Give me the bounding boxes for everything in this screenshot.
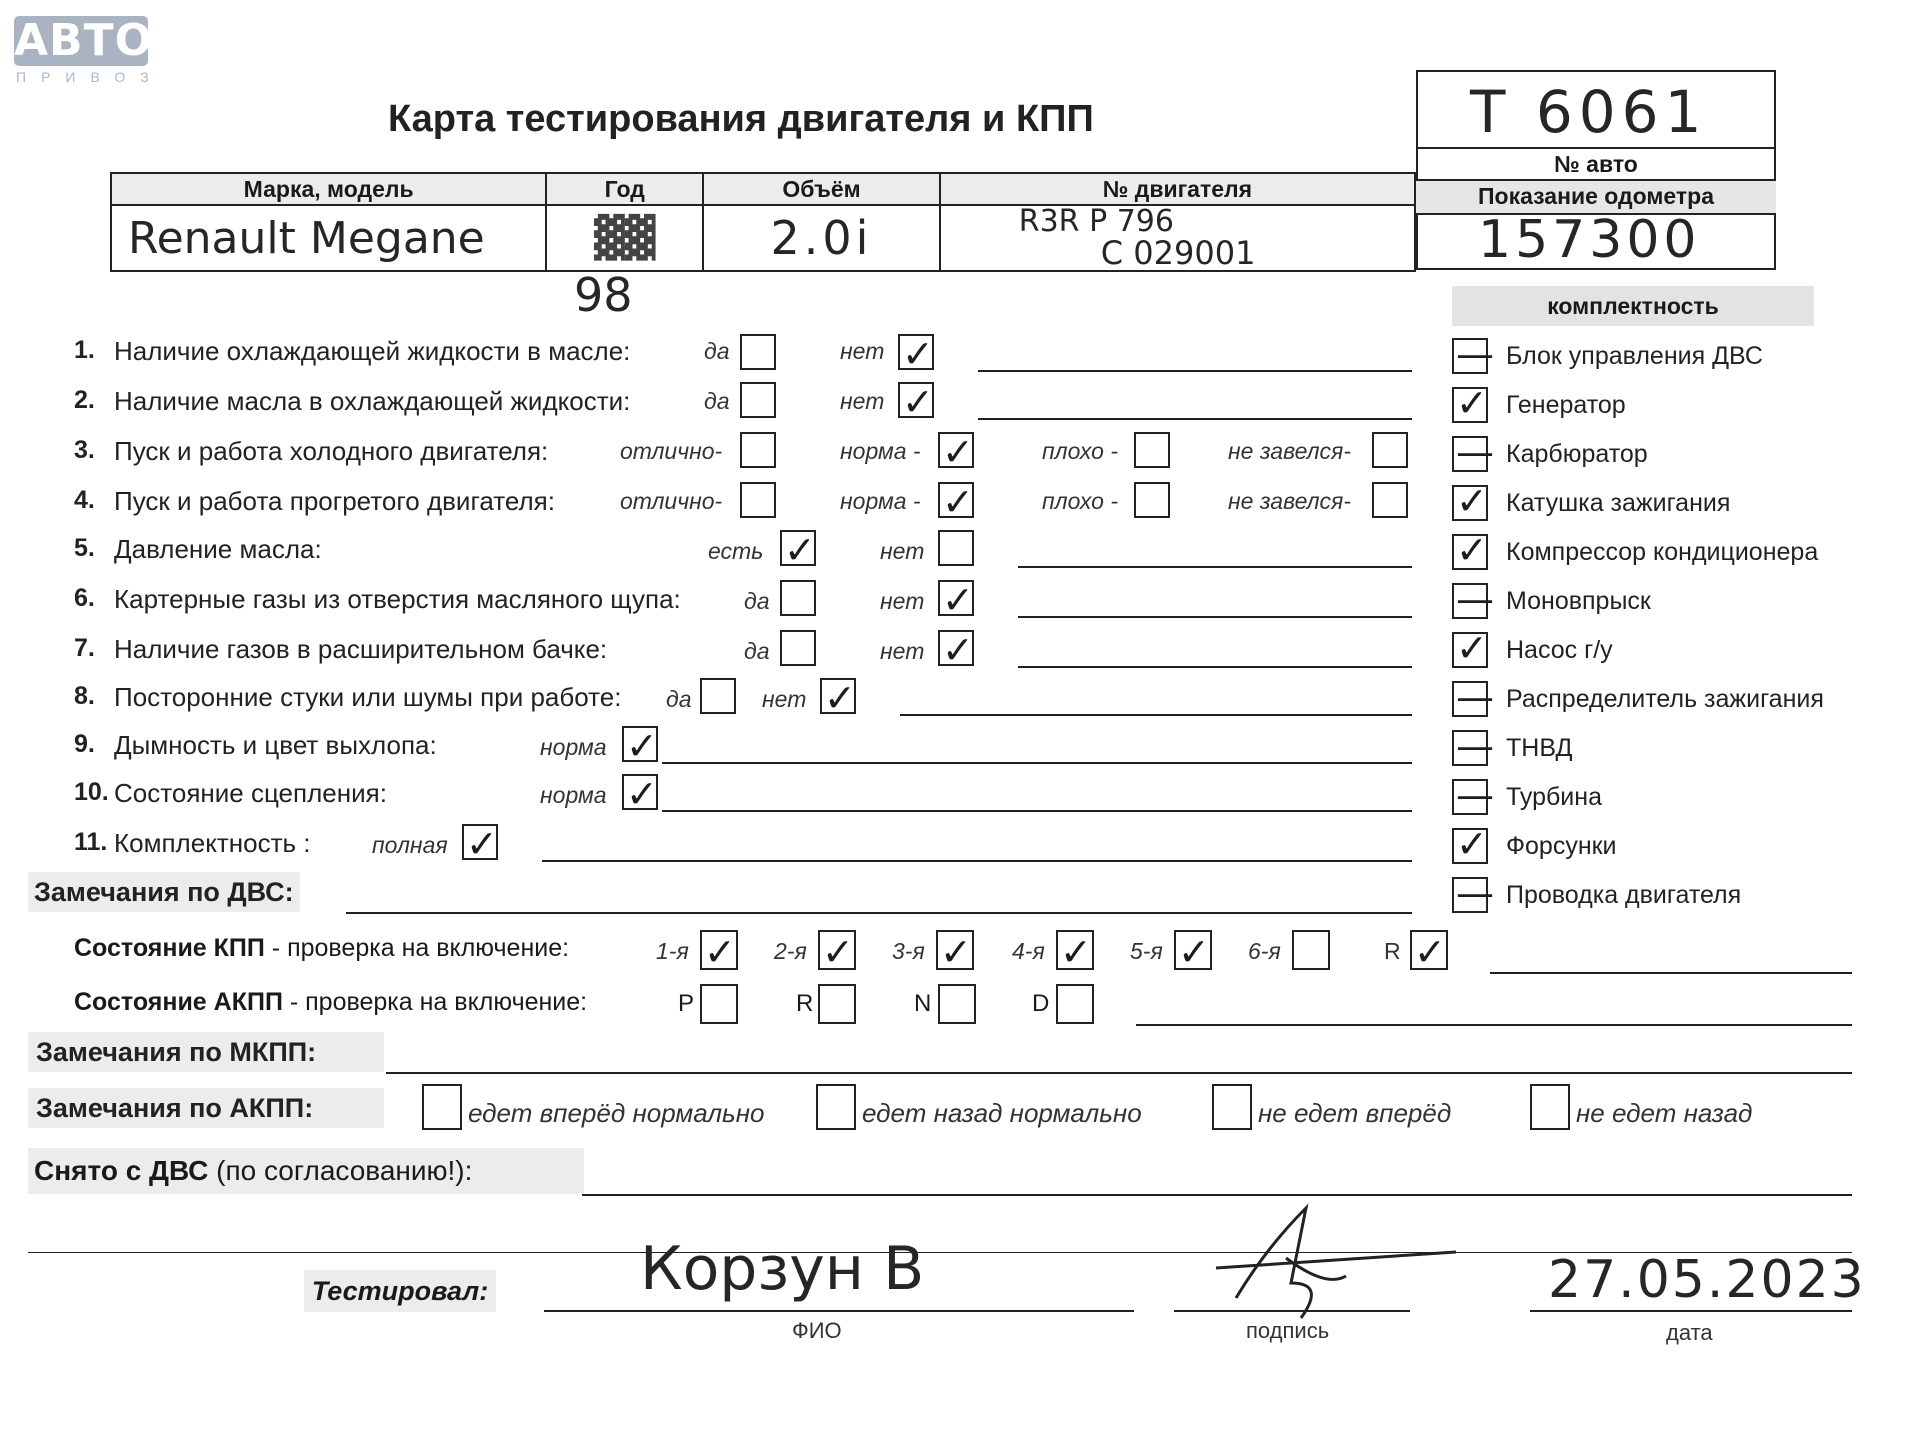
option-checkbox[interactable]: ✓ [820,678,856,714]
option-label: да [704,388,730,414]
komplekt-label: Насос г/у [1506,636,1613,664]
option-label: плохо - [1042,488,1118,514]
option-checkbox[interactable] [740,382,776,418]
komplekt-checkbox[interactable]: — [1452,583,1488,619]
komplekt-item [1452,773,1892,826]
remarks-akpp-label: Замечания по АКПП: [28,1088,384,1128]
volume-value: 2.0i [770,211,873,265]
gear-label: R [1384,938,1401,964]
question-text: Наличие газов в расширительном бачке: [114,634,608,664]
signature-line[interactable] [1174,1310,1410,1312]
akpp-option-label: едет вперёд нормально [468,1098,765,1128]
make-value: Renault Megane [128,212,485,264]
note-line [662,762,1412,764]
volume-cell [703,205,940,271]
komplekt-label: Проводка двигателя [1506,881,1742,909]
gear-label: 5-я [1130,938,1163,964]
gear-checkbox[interactable]: ✓ [700,930,738,970]
gear-label: 2-я [774,938,807,964]
removed-label: Снято с ДВС (по согласованию!): [28,1148,584,1194]
komplekt-item [1452,577,1892,630]
option-checkbox[interactable]: ✓ [938,630,974,666]
question-text: Давление масла: [114,534,322,564]
option-label: нет [840,338,885,364]
volume-header: Объём [703,173,940,205]
komplekt-item [1452,430,1892,483]
komplekt-label: Блок управления ДВС [1506,342,1763,370]
option-checkbox[interactable]: ✓ [938,432,974,468]
note-line [1018,616,1412,618]
note-line [978,418,1412,420]
option-label: нет [840,388,885,414]
question-text: Дымность и цвет выхлопа: [114,730,437,760]
remarks-mkpp-line[interactable] [386,1072,1852,1074]
option-label: норма [540,734,607,760]
year-header: Год [546,173,703,205]
komplekt-checkbox[interactable]: ✓ [1452,632,1488,668]
option-label: нет [880,588,925,614]
option-checkbox[interactable]: ✓ [938,580,974,616]
question-text: Пуск и работа прогретого двигателя: [114,486,555,516]
option-checkbox[interactable]: ✓ [622,726,658,762]
note-line [662,810,1412,812]
option-label: нет [880,638,925,664]
option-checkbox[interactable]: ✓ [898,382,934,418]
note-line [542,860,1412,862]
logo-text: АВТО [14,15,154,66]
option-label: да [704,338,730,364]
option-label: полная [372,832,448,858]
akpp-label: Состояние АКПП - проверка на включение: [74,988,588,1016]
tester-name: Корзун В [640,1234,925,1304]
question-text: Наличие охлаждающей жидкости в масле: [114,336,631,366]
komplekt-label: Генератор [1506,391,1626,419]
komplekt-label: Катушка зажигания [1506,489,1731,517]
option-checkbox[interactable]: ✓ [898,334,934,370]
auto-number-label: № авто [1416,147,1776,181]
akpp-note-line[interactable] [1136,1024,1852,1026]
question-text: Состояние сцепления: [114,778,387,808]
note-line [978,370,1412,372]
engine-cell [940,205,1415,271]
akpp-option-label: едет назад нормально [862,1098,1142,1128]
option-checkbox[interactable] [700,678,736,714]
komplekt-checkbox[interactable]: ✓ [1452,387,1488,423]
komplekt-label: Турбина [1506,783,1602,811]
question-number: 4. [74,486,95,514]
option-label: плохо - [1042,438,1118,464]
option-checkbox[interactable] [1134,482,1170,518]
akpp-option-checkbox[interactable] [1212,1084,1252,1130]
remarks-mkpp-label: Замечания по МКПП: [28,1032,384,1072]
option-label: не завелся- [1228,438,1352,464]
engine-header: № двигателя [940,173,1415,205]
kpp-note-line[interactable] [1490,972,1852,974]
kpp-label: Состояние КПП - проверка на включение: [74,934,570,962]
gear-checkbox[interactable]: ✓ [1410,930,1448,970]
logo-subtitle: ПРИВОЗ [16,69,164,85]
question-number: 9. [74,730,95,758]
akpp-option-checkbox[interactable] [816,1084,856,1130]
akpp-mode-checkbox[interactable] [938,984,976,1024]
komplekt-label: Форсунки [1506,832,1617,860]
akpp-option-checkbox[interactable] [1530,1084,1570,1130]
question-number: 3. [74,436,95,464]
komplekt-label: Карбюратор [1506,440,1648,468]
komplekt-item [1452,381,1892,434]
odometer-value: 157300 [1478,210,1701,270]
option-checkbox[interactable] [780,580,816,616]
komplekt-title: комплектность [1452,286,1814,326]
gear-label: 6-я [1248,938,1281,964]
option-checkbox[interactable] [1372,432,1408,468]
option-label: отлично- [620,438,723,464]
option-checkbox[interactable] [938,530,974,566]
komplekt-item [1452,822,1892,875]
akpp-mode-label: R [796,990,814,1017]
gear-checkbox[interactable]: ✓ [818,930,856,970]
question-number: 5. [74,534,95,562]
option-label: норма - [840,488,921,514]
akpp-mode-checkbox[interactable] [1056,984,1094,1024]
question-text: Наличие масла в охлаждающей жидкости: [114,386,631,416]
option-label: отлично- [620,488,723,514]
question-text: Комплектность : [114,828,311,858]
komplekt-checkbox[interactable]: — [1452,877,1488,913]
komplekt-label: Моновпрыск [1506,587,1651,615]
komplekt-item [1452,871,1892,924]
komplekt-checkbox[interactable]: — [1452,681,1488,717]
remarks-dvs-line[interactable] [346,912,1412,914]
akpp-mode-label: N [914,990,932,1017]
komplekt-label: Распределитель зажигания [1506,685,1824,713]
date-line[interactable] [1530,1310,1852,1312]
option-label: да [666,686,692,712]
option-checkbox[interactable] [1372,482,1408,518]
gear-label: 4-я [1012,938,1045,964]
option-label: не завелся- [1228,488,1352,514]
komplekt-checkbox[interactable]: — [1452,436,1488,472]
year-value: 98 [574,268,633,322]
signature-label: подпись [1246,1318,1330,1343]
tested-label: Тестировал: [304,1270,496,1312]
signature-image [1196,1188,1476,1338]
option-label: нет [762,686,807,712]
option-checkbox[interactable] [1134,432,1170,468]
akpp-option-label: не едет назад [1576,1098,1753,1128]
note-line [900,714,1412,716]
question-number: 11. [74,828,108,856]
question-number: 1. [74,336,95,364]
question-number: 7. [74,634,95,662]
gear-label: 1-я [656,938,689,964]
komplekt-checkbox[interactable]: — [1452,338,1488,374]
note-line [1018,666,1412,668]
option-checkbox[interactable] [780,630,816,666]
komplekt-label: Компрессор кондиционера [1506,538,1819,566]
option-checkbox[interactable] [740,482,776,518]
odometer-label: Показание одометра [1416,181,1776,215]
akpp-option-checkbox[interactable] [422,1084,462,1130]
option-label: норма - [840,438,921,464]
komplekt-item [1452,528,1892,581]
option-label: есть [708,538,764,564]
engine-number-line1: R3R P 796 [1018,204,1174,239]
make-cell [111,205,546,271]
option-label: да [744,638,770,664]
fio-line[interactable] [544,1310,1134,1312]
gear-checkbox[interactable]: ✓ [1174,930,1212,970]
option-checkbox[interactable] [740,334,776,370]
question-number: 2. [74,386,95,414]
komplekt-checkbox[interactable]: ✓ [1452,828,1488,864]
question-number: 8. [74,682,95,710]
year-cell: ▓▓ [546,205,703,271]
gear-checkbox[interactable]: ✓ [1056,930,1094,970]
question-number: 10. [74,778,109,806]
akpp-mode-label: P [678,990,695,1017]
akpp-mode-checkbox[interactable] [700,984,738,1024]
gear-label: 3-я [892,938,925,964]
komplekt-item [1452,675,1892,728]
komplekt-item [1452,332,1892,385]
option-checkbox[interactable]: ✓ [938,482,974,518]
option-checkbox[interactable]: ✓ [462,824,498,860]
akpp-mode-label: D [1032,990,1050,1017]
akpp-option-label: не едет вперёд [1258,1098,1452,1128]
option-checkbox[interactable] [740,432,776,468]
fio-label: ФИО [792,1318,842,1343]
make-header: Марка, модель [111,173,546,205]
note-line [1018,566,1412,568]
komplekt-label: ТНВД [1506,734,1573,762]
logo [14,16,164,85]
option-checkbox[interactable]: ✓ [780,530,816,566]
komplekt-checkbox[interactable]: — [1452,730,1488,766]
question-text: Картерные газы из отверстия масляного щупа: [114,584,681,614]
question-text: Посторонние стуки или шумы при работе: [114,682,622,712]
vehicle-header-table [110,172,1416,272]
komplekt-item [1452,479,1892,532]
komplekt-list [1452,332,1892,924]
akpp-mode-checkbox[interactable] [818,984,856,1024]
komplekt-checkbox[interactable]: — [1452,779,1488,815]
option-label: нет [880,538,925,564]
auto-number-value: T 6061 [1470,78,1708,146]
option-label: да [744,588,770,614]
question-text: Пуск и работа холодного двигателя: [114,436,549,466]
date-value: 27.05.2023 [1548,1250,1866,1310]
remarks-dvs-label: Замечания по ДВС: [28,872,300,912]
komplekt-checkbox[interactable]: ✓ [1452,534,1488,570]
date-label: дата [1666,1320,1713,1345]
komplekt-checkbox[interactable]: ✓ [1452,485,1488,521]
gear-checkbox[interactable] [1292,930,1330,970]
komplekt-item [1452,626,1892,679]
option-checkbox[interactable]: ✓ [622,774,658,810]
komplekt-item [1452,724,1892,777]
gear-checkbox[interactable]: ✓ [936,930,974,970]
option-label: норма [540,782,607,808]
question-number: 6. [74,584,95,612]
engine-number-line2: C 029001 [1100,234,1256,272]
page-title: Карта тестирования двигателя и КПП [388,98,1094,140]
